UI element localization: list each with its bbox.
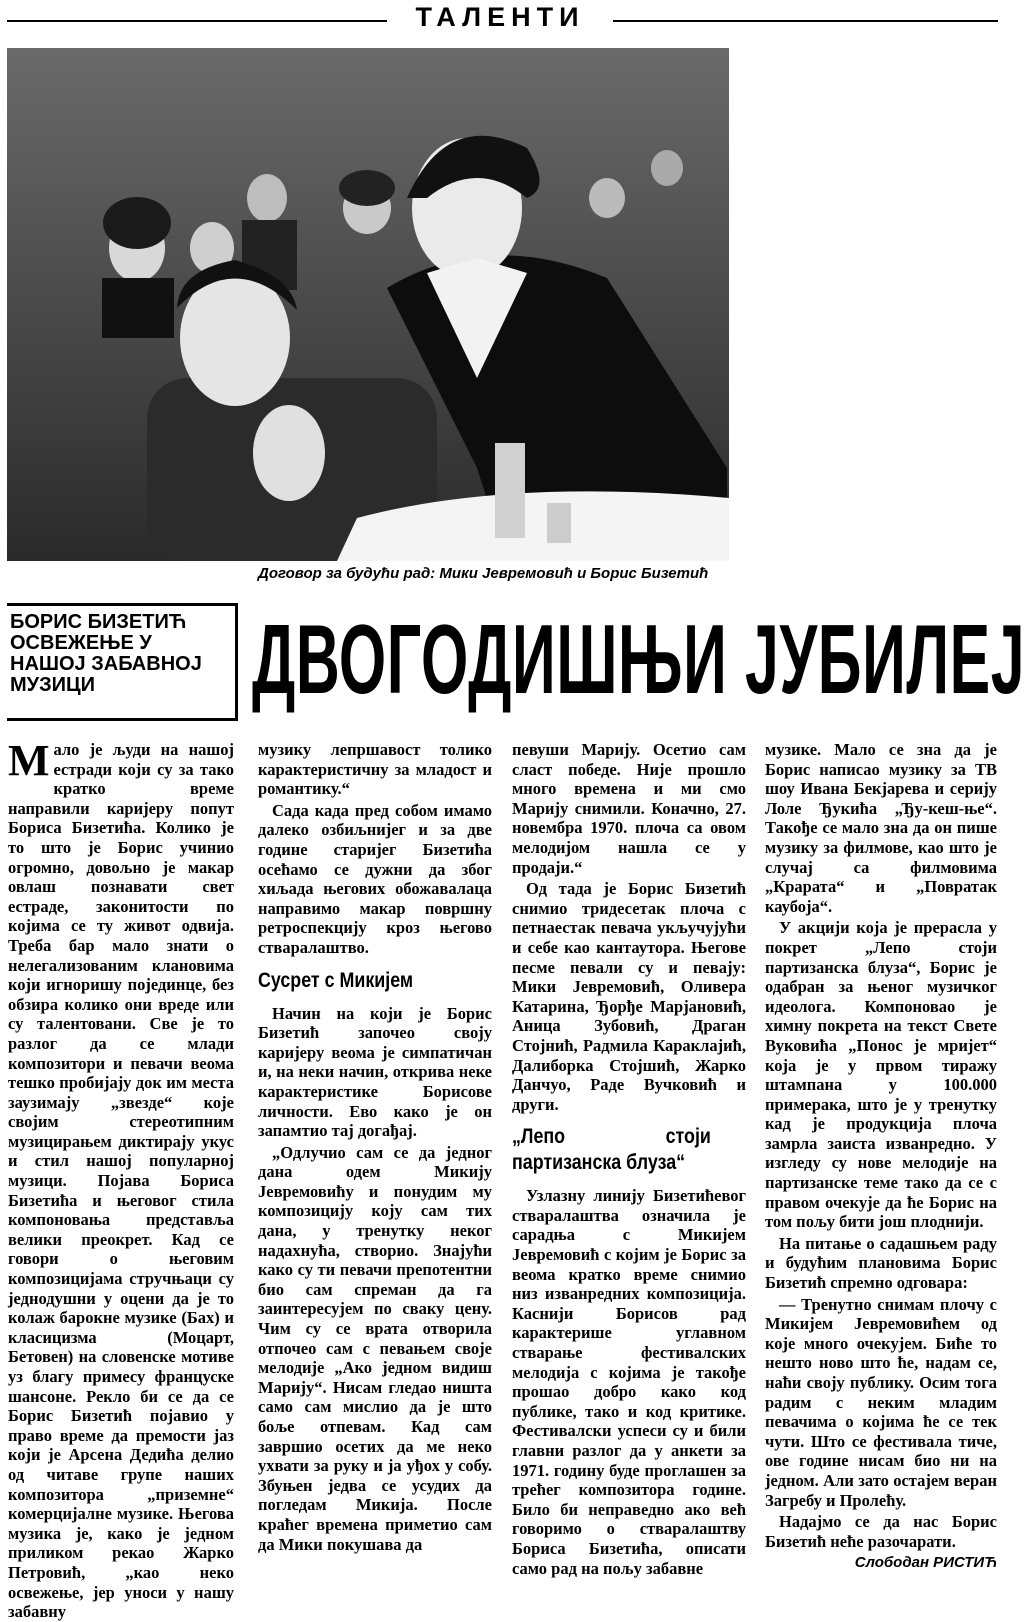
- column-2: [258, 740, 492, 1554]
- column-4: [765, 740, 997, 1572]
- paragraph: „Одлучио сам се да једног дана одем Микију Јевремовићу и понудим му композицију коју сам тих дана, у тренутку неког надахнућа, створио. Знајући како су ти певачи препотентни био сам спреман да га заинтересујем по сваку цену. Чим су се врата отворила отпочео сам с певањем своје мелодије „Ако једном видиш Марију“. Нисам гледао ништа само сам мислио да је што боље отпевам. Кад сам завршио осетих да ме неко ухвати за руку и ја уђох у собу. Збуњен једва се усудих да погледам Микија. После краћег времена приметио сам да Мики покушава да: [258, 1142, 492, 1554]
- subheading: Сусрет с Микијем: [258, 968, 414, 992]
- paragraph: На питање о садашњем раду и будућим плановима Борис Бизетић спремно одговара:: [765, 1233, 997, 1293]
- paragraph: ало је људи на нашој естради који су за тако кратко време направили каријеру попут Бориса Бизетића. Колико је то што је Борис учинио огромно, довољно је макар овлаш познавати свет естраде, законитости по којима се ту живот одвија. Треба бар мало знати о нелегализованим клановима који игноришу појединце, без обзира колико они вреде или су талентовани. Све је то разлог да се млади композитори и певачи веома тешко пробијају док им места заузимају „звезде“ које својим стереотипним музицирањем диктирају укус и стил нашој популарној музици. Појава Бориса Бизетића и његовог стила компоновања представља велики преокрет. Кад се говори о његовим композицијама стручњаци су једнодушни у оцени да је то колаж барокне музике (Бах) и класицизма (Моцарт, Бетовен) на словенске мотиве уз благу примесу француске шансоне. Рекло би се да се Борис Бизетић појавио у право време да премости јаз који је Арсена Дедића делио од читаве групе наших композитора „приземне“ комерцијалне музике. Његова музика је, како је једном приликом рекао Жарко Петровић, „као неко освежење, јер уноси у нашу забавну: [8, 740, 234, 1622]
- headline: ДВОГОДИШЊИ ЈУБИЛЕЈ: [252, 604, 1025, 714]
- rubric-rule-right: [613, 20, 998, 22]
- byline: Слободан РИСТИЋ: [854, 1554, 997, 1572]
- kicker: БОРИС БИЗЕТИЋ ОСВЕЖЕЊЕ У НАШОЈ ЗАБАВНОЈ МУЗИЦИ: [10, 611, 202, 696]
- photo-illustration: [7, 48, 729, 561]
- subheading: „Лепо стоји партизанска блуза“: [512, 1125, 711, 1175]
- section-rubric: ТАЛЕНТИ: [415, 2, 585, 32]
- paragraph: певуши Марију. Осетио сам сласт победе. Није прошло много времена и ми смо Марију снимили. Коначно, 27. новембра 1970. плоча са овом мелодијом нашла се у продаји.“: [512, 740, 746, 877]
- paragraph: Надајмо се да нас Борис Бизетић неће разочарати.: [765, 1512, 997, 1551]
- paragraph: музику лепршавост толико карактеристичну за младост и романтику.“: [258, 740, 492, 799]
- photo-caption: Договор за будући рад: Мики Јевремовић и Борис Бизетић: [258, 565, 709, 582]
- column-3: [512, 740, 746, 1578]
- drop-cap: М: [8, 736, 50, 785]
- column-1: [8, 736, 234, 1622]
- article-photo: [7, 48, 729, 561]
- rubric-rule-left: [7, 20, 387, 22]
- paragraph: Начин на који је Борис Бизетић започео своју каријеру веома је симпатичан и, на неки начин, открива неке карактеристике Борисове личности. Ево како је он запамтио тај догађај.: [258, 1003, 492, 1141]
- paragraph: музике. Мало се зна да је Борис написао музику за ТВ шоу Ивана Бекјарева и серију Лоле Ђукића „Ђу-кеш-ње“. Такође се мало зна да он пише музику за филмове, као што је случај са филмовима „Крарата“ и „Повратак каубоја“.: [765, 740, 997, 916]
- paragraph: — Тренутно снимам плочу с Микијем Јевремовићем од које много очекујем. Биће то нешто ново што ће, надам се, наћи своју публику. Осим тога радим с неким младим певачима о којима ће се тек чути. Што се фестивала тиче, ове године нисам био ни на једном. Али зато остајем веран Загребу и Пролећу.: [765, 1294, 997, 1510]
- paragraph: Сада када пред собом имамо далеко озбиљнијег и за две године старијег Бизетића осећамо се дужни да због хиљада његових обожавалаца направимо макар површну ретроспекцију кроз његово стваралаштво.: [258, 800, 492, 957]
- paragraph: Од тада је Борис Бизетић снимио тридесетак плоча с петнаестак певача укључујући и себе као кантаутора. Његове песме певали су и певају: Мики Јевремовић, Оливера Катарина, Ђорђе Марјановић, Аница Зубовић, Драган Стојнић, Радмила Караклајић, Далиборка Стојшић, Жарко Данчуо, Раде Вучковић и други.: [512, 879, 746, 1114]
- paragraph: У акцији која је прерасла у покрет „Лепо стоји партизанска блуза“, Борис је одабран за њеног музичког идеолога. Компоновао је химну покрета на текст Свете Вуковића „Понос је мријет“ која је у првом тиражу штампана у 100.000 примерака, што је у тренутку кад је продукција плоча замрла заиста изванредно. У изгледу су нове мелодије на партизанске теме тако да се с правом очекује да ће Борис на том пољу бити још плоднији.: [765, 918, 997, 1232]
- paragraph: Узлазну линију Бизетићевог стваралаштва означила је сарадња с Микијем Јевремовић с којим је Борис за веома кратко време снимио низ изванредних композиција. Каснији Борисов рад карактерише углавном стварање фестивалских мелодија с којима је такође прошао добро како код публике, тако и код критике. Фестивалски успеси су и били главни разлог да у анкети за 1971. годину буде проглашен за трећег композитора године. Било би неправедно ако већ говоримо о стваралаштву Бориса Бизетића, описати само рад на пољу забавне: [512, 1186, 746, 1578]
